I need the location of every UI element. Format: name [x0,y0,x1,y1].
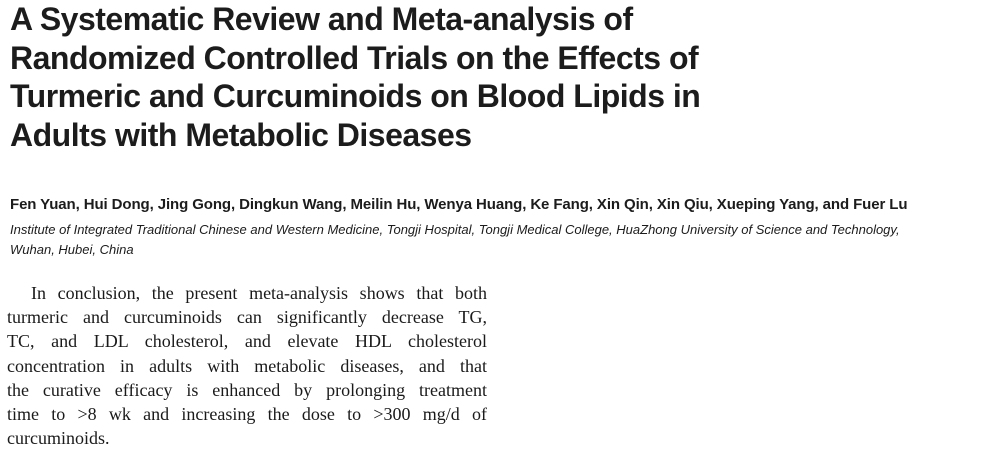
affiliation-line-1: Institute of Integrated Traditional Chinese and Western Medicine, Tongji Hospital, Tongji Medical College, HuaZhong University of Science and Technology, [10,222,900,237]
conclusion-line-1: In conclusion, the present meta-analysis shows that both [31,283,487,303]
title-line-3: Turmeric and Curcuminoids on Blood Lipids in [10,78,701,114]
conclusion-line-2: turmeric and curcuminoids can significantly decrease TG, [7,307,487,328]
conclusion-line-7: curcuminoids. [7,428,110,449]
conclusion-line-3: TC, and LDL cholesterol, and elevate HDL cholesterol [7,331,487,352]
affiliation-line-2: Wuhan, Hubei, China [10,241,134,257]
conclusion-line-4: concentration in adults with metabolic diseases, and that [7,355,487,376]
conclusion-paragraph [7,281,487,450]
title-line-1: A Systematic Review and Meta-analysis of [10,1,633,37]
conclusion-line-5: the curative efficacy is enhanced by prolonging treatment [7,379,487,400]
conclusion-line-6: time to >8 wk and increasing the dose to >300 mg/d of [7,404,487,425]
author-list: Fen Yuan, Hui Dong, Jing Gong, Dingkun Wang, Meilin Hu, Wenya Huang, Ke Fang, Xin Qin, Xin Qiu, Xueping Yang, and Fuer Lu [10,196,908,213]
paper-title [10,0,790,154]
affiliation [10,220,995,259]
title-line-4: Adults with Metabolic Diseases [10,116,472,153]
title-line-2: Randomized Controlled Trials on the Effects of [10,39,699,76]
